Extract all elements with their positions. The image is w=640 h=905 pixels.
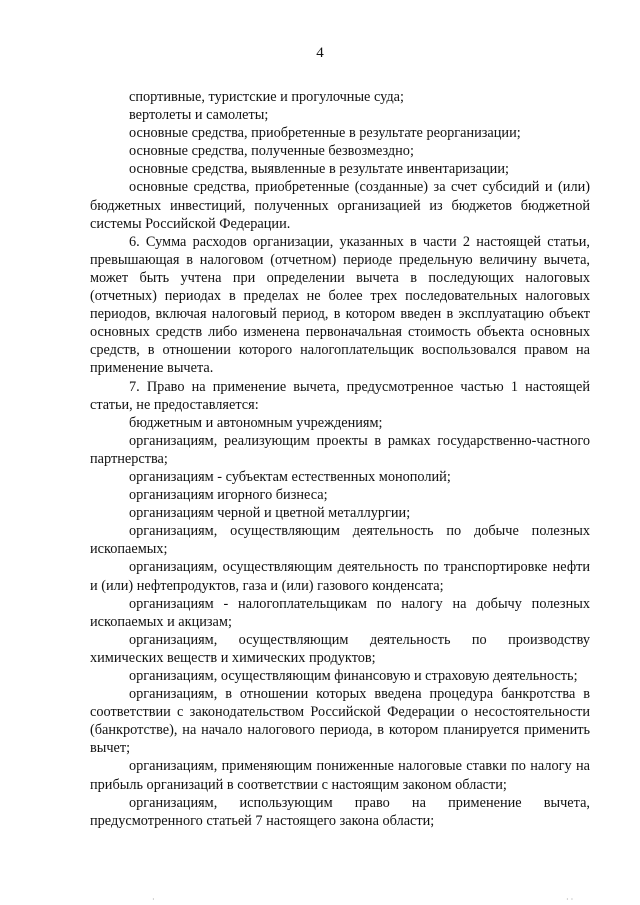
paragraph: бюджетным и автономным учреждениям; xyxy=(129,414,383,431)
paragraph: основные средства, выявленные в результате инвентаризации; xyxy=(129,161,509,178)
paragraph: организациям, реализующим проекты в рамках государственно-частного партнерства; xyxy=(90,432,590,467)
paragraph: организациям, осуществляющим финансовую и страховую деятельность; xyxy=(129,668,578,684)
paragraph: организациям, осуществляющим деятельность по производству химических веществ и химических продуктов; xyxy=(90,631,590,666)
paragraph: организациям игорного бизнеса; xyxy=(129,487,328,504)
paragraph: 6. Сумма расходов организации, указанных в части 2 настоящей статьи, превышающая в налоговом (отчетном) периоде предельную величину вычета, может быть учтена при определении вычета в последующих налоговых (отчетных) периодах в пределах не более трех последовательных налоговых периодов, включая налоговый период, в котором введен в эксплуатацию объект основных средств либо изменена первоначальная стоимость объекта основных средств, в отношении которого налогоплательщик воспользовался правом на применение вычета. xyxy=(90,233,590,377)
paragraph: основные средства, приобретенные в результате реорганизации; xyxy=(129,125,521,142)
page-number: 4 xyxy=(316,45,324,61)
scan-speck: · xyxy=(152,895,155,904)
paragraph: спортивные, туристские и прогулочные суда; xyxy=(129,89,404,105)
document-body xyxy=(90,88,590,830)
paragraph: организациям, в отношении которых введена процедура банкротства в соответствии с законодательством Российской Федерации о несостоятельности (банкротстве), на начало налогового периода, в котором планируется применить вычет; xyxy=(90,686,590,757)
scan-speck: · · xyxy=(566,895,574,904)
paragraph: вертолеты и самолеты; xyxy=(129,107,269,124)
paragraph: организациям черной и цветной металлургии; xyxy=(129,505,411,522)
paragraph: 7. Право на применение вычета, предусмотренное частью 1 настоящей статьи, не предоставляется: xyxy=(90,378,590,413)
paragraph: организациям, использующим право на применение вычета, предусмотренного статьей 7 настоящего закона области; xyxy=(90,794,590,829)
paragraph: организациям, осуществляющим деятельность по добыче полезных ископаемых; xyxy=(90,523,590,558)
paragraph: организациям - субъектам естественных монополий; xyxy=(129,468,451,485)
paragraph: основные средства, приобретенные (созданные) за счет субсидий и (или) бюджетных инвестиций, полученных организацией из бюджетов бюджетной системы Российской Федерации. xyxy=(90,179,590,232)
paragraph: основные средства, полученные безвозмездно; xyxy=(129,143,414,160)
paragraph: организациям, применяющим пониженные налоговые ставки по налогу на прибыль организаций в соответствии с настоящим законом области; xyxy=(90,758,590,793)
paragraph: организациям, осуществляющим деятельность по транспортировке нефти и (или) нефтепродуктов, газа и (или) газового конденсата; xyxy=(90,559,590,594)
paragraph: организациям - налогоплательщикам по налогу на добычу полезных ископаемых и акцизам; xyxy=(90,595,590,630)
